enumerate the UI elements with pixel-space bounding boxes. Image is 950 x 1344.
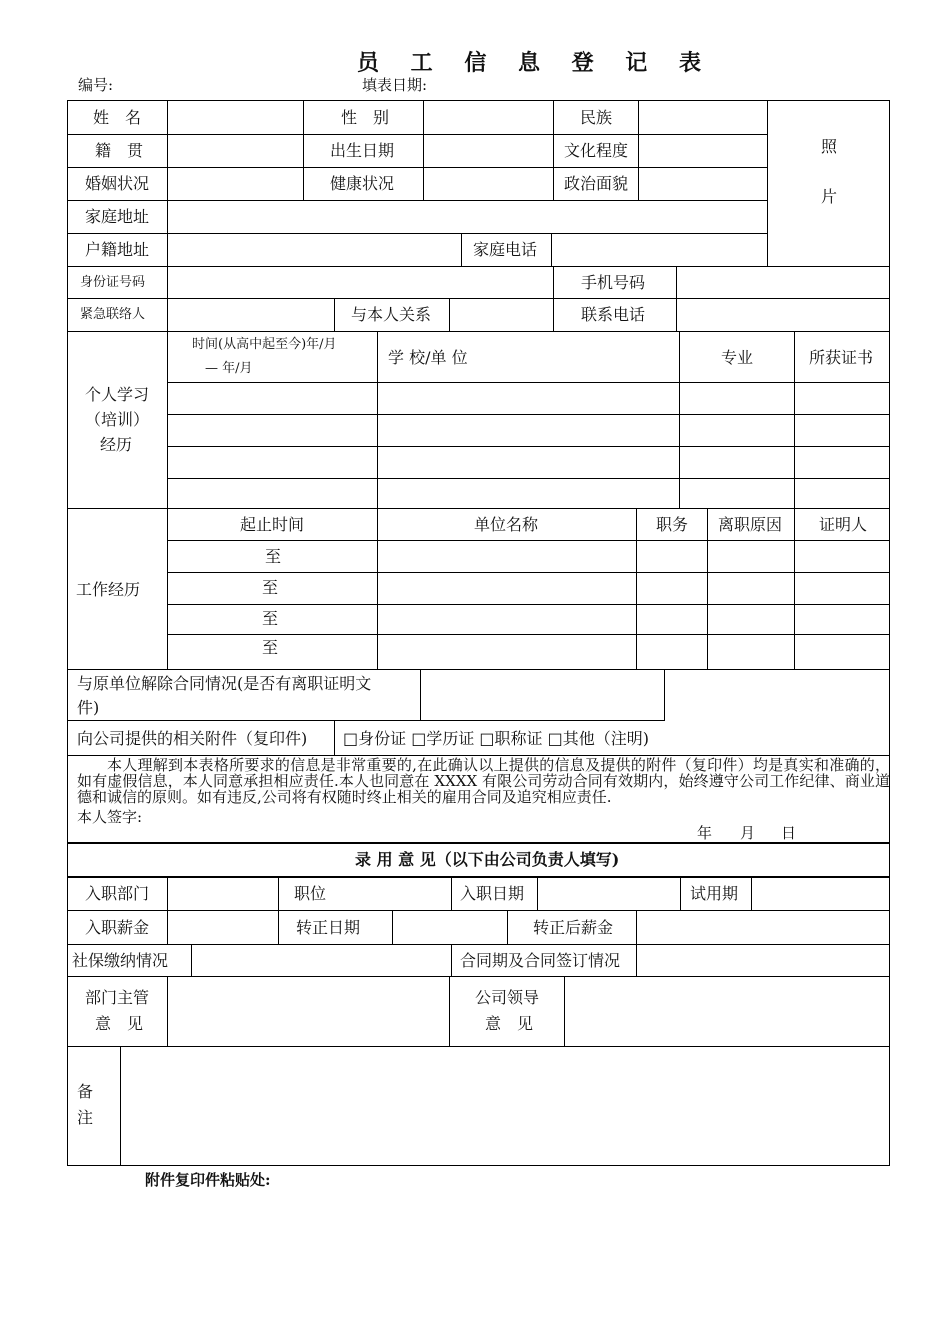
edu-header-school: 学 校/单 位 <box>388 348 468 367</box>
photo-label-2: 片 <box>821 187 838 206</box>
edu-header-time-1: 时间(从高中起至今)年/月 <box>192 337 337 352</box>
work-to-1: 至 <box>265 547 282 566</box>
label-entry-date: 入职日期 <box>460 884 525 903</box>
label-leader-1: 公司领导 <box>475 988 540 1007</box>
contract-label-2: 件) <box>77 698 100 717</box>
label-contract-period: 合同期及合同签订情况 <box>460 951 621 970</box>
education-section-2: （培训） <box>85 410 150 429</box>
label-native-place: 籍 贯 <box>95 141 144 160</box>
label-mobile: 手机号码 <box>581 273 646 292</box>
label-marital: 婚姻状况 <box>85 174 150 193</box>
label-manager-1: 部门主管 <box>85 988 150 1007</box>
work-header-company: 单位名称 <box>474 515 539 534</box>
label-emergency-contact: 紧急联络人 <box>80 307 146 322</box>
label-leader-2: 意 见 <box>485 1014 534 1033</box>
contract-label-1: 与原单位解除合同情况(是否有离职证明文 <box>77 674 372 693</box>
label-regular-salary: 转正后薪金 <box>533 918 614 937</box>
number-label: 编号: <box>78 76 114 94</box>
declaration-text: 本人理解到本表格所要求的信息是非常重要的,在此确认以上提供的信息及提供的附件（复印件）均是真实和准确的，如有虚假信息，本人同意承担相应责任.本人也同意在 XXXX 有限公司劳动合同有效期内，始终遵守公司工作纪律、商业道德和诚信的原则。如有违反,公司将有权随时终止相关的雇用合同及追究相应责任. <box>77 756 890 806</box>
label-home-phone: 家庭电话 <box>473 240 538 259</box>
hiring-header: 录 用 意 见（以下由公司负责人填写) <box>355 850 620 869</box>
label-health: 健康状况 <box>330 174 395 193</box>
education-section-3: 经历 <box>100 435 133 454</box>
date-year: 年 <box>697 824 713 842</box>
work-to-4: 至 <box>262 638 279 657</box>
label-gender: 性 别 <box>341 108 390 127</box>
label-salary: 入职薪金 <box>85 918 150 937</box>
label-political: 政治面貌 <box>564 174 629 193</box>
label-name: 姓 名 <box>93 108 142 127</box>
work-section: 工作经历 <box>76 580 141 599</box>
photo-label-1: 照 <box>821 137 838 156</box>
edu-header-time-2: — 年/月 <box>205 361 253 376</box>
education-section-1: 个人学习 <box>85 385 150 404</box>
label-id-number: 身份证号码 <box>80 275 146 290</box>
date-month: 月 <box>740 824 756 842</box>
edu-header-major: 专业 <box>721 348 754 367</box>
label-department: 入职部门 <box>85 884 150 903</box>
label-birth-date: 出生日期 <box>330 141 395 160</box>
page-title: 员 工 信 息 登 记 表 <box>357 50 713 76</box>
label-relation: 与本人关系 <box>351 305 432 324</box>
work-to-2: 至 <box>262 578 279 597</box>
work-header-position: 职务 <box>656 515 689 534</box>
work-header-period: 起止时间 <box>240 515 305 534</box>
label-regular-date: 转正日期 <box>296 918 361 937</box>
label-social-insurance: 社保缴纳情况 <box>72 951 169 970</box>
attachments-options[interactable]: □身份证 □学历证 □职称证 □其他（注明) <box>343 729 649 748</box>
label-remarks-2: 注 <box>77 1108 94 1127</box>
label-ethnicity: 民族 <box>580 108 613 127</box>
work-header-reference: 证明人 <box>819 515 868 534</box>
attachment-paste-label: 附件复印件粘贴处: <box>145 1171 271 1189</box>
label-hukou-address: 户籍地址 <box>85 240 150 259</box>
fill-date-label: 填表日期: <box>362 76 428 94</box>
label-position: 职位 <box>294 884 327 903</box>
label-education-level: 文化程度 <box>564 141 629 160</box>
label-contact-phone: 联系电话 <box>581 305 646 324</box>
signature-label: 本人签字: <box>77 808 143 826</box>
work-to-3: 至 <box>262 609 279 628</box>
edu-header-certificate: 所获证书 <box>809 348 874 367</box>
label-probation: 试用期 <box>690 884 739 903</box>
label-remarks-1: 备 <box>77 1082 94 1101</box>
attachments-label: 向公司提供的相关附件（复印件) <box>77 729 308 748</box>
date-day: 日 <box>781 824 797 842</box>
label-manager-2: 意 见 <box>95 1014 144 1033</box>
work-header-reason: 离职原因 <box>718 515 783 534</box>
label-home-address: 家庭地址 <box>85 207 150 226</box>
